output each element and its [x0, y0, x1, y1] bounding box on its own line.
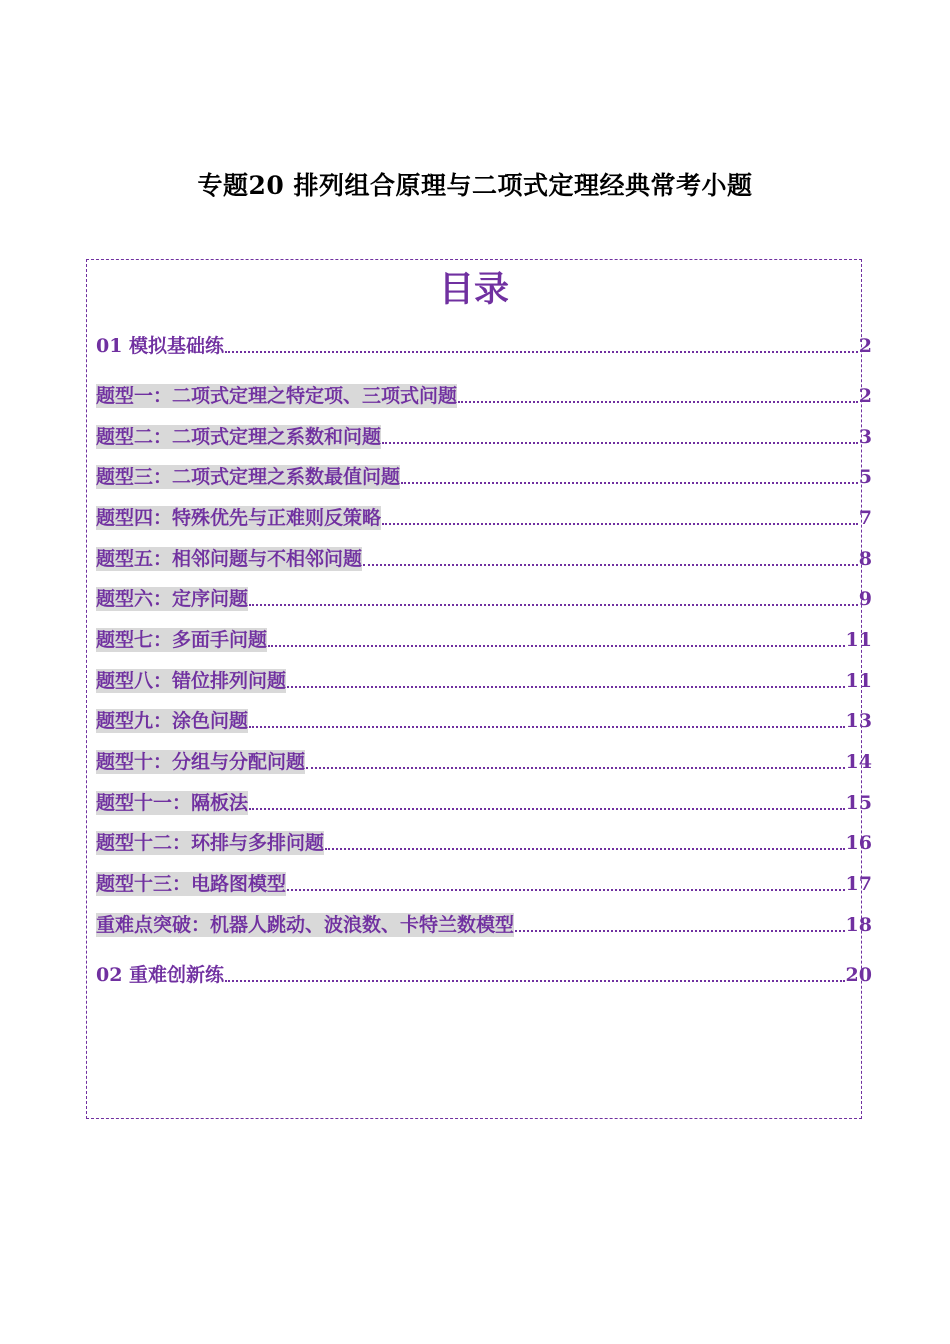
toc-leader-dots — [382, 523, 858, 525]
toc-entry[interactable] — [96, 332, 872, 358]
toc-entry-page: 2 — [858, 385, 872, 407]
toc-entry-page: 17 — [845, 873, 872, 895]
toc-entry[interactable] — [96, 748, 872, 774]
toc-entry-label: 题型三：二项式定理之系数最值问题 — [96, 466, 401, 488]
toc-entry[interactable] — [96, 585, 872, 611]
toc-leader-dots — [325, 848, 845, 850]
toc-entry[interactable] — [96, 545, 872, 571]
toc-entry-label: 题型二：二项式定理之系数和问题 — [96, 426, 382, 448]
toc-entry-label: 题型四：特殊优先与正难则反策略 — [96, 507, 382, 529]
toc-entry-label: 题型七：多面手问题 — [96, 629, 268, 651]
toc-entry[interactable] — [96, 789, 872, 815]
toc-entry-page: 13 — [845, 710, 872, 732]
toc-leader-dots — [306, 767, 845, 769]
toc-entry-page: 11 — [845, 629, 872, 651]
toc-entry-label: 02 重难创新练 — [96, 964, 225, 986]
toc-entry-page: 11 — [845, 670, 872, 692]
toc-entry[interactable] — [96, 463, 872, 489]
toc-leader-dots — [382, 442, 858, 444]
toc-leader-dots — [458, 401, 858, 403]
toc-entry-label: 01 模拟基础练 — [96, 335, 225, 357]
toc-entry-label: 题型八：错位排列问题 — [96, 670, 287, 692]
toc-leader-dots — [249, 604, 858, 606]
toc-entry-page: 8 — [858, 548, 872, 570]
toc-leader-dots — [268, 645, 845, 647]
toc-entry[interactable] — [96, 870, 872, 896]
toc-entry[interactable] — [96, 667, 872, 693]
toc-entry-label: 题型十一：隔板法 — [96, 792, 249, 814]
toc-entry-page: 20 — [845, 964, 872, 986]
toc-entry-page: 2 — [858, 335, 872, 357]
toc-entry[interactable] — [96, 961, 872, 987]
toc-leader-dots — [363, 564, 858, 566]
toc-leader-dots — [249, 808, 845, 810]
document-title: 专题20 排列组合原理与二项式定理经典常考小题 — [197, 171, 753, 200]
toc-entry-label: 题型十：分组与分配问题 — [96, 751, 306, 773]
toc-leader-dots — [515, 930, 845, 932]
toc-entry[interactable] — [96, 504, 872, 530]
toc-entry-label: 题型一：二项式定理之特定项、三项式问题 — [96, 385, 458, 407]
toc-entry-label: 重难点突破：机器人跳动、波浪数、卡特兰数模型 — [96, 914, 515, 936]
toc-entry-page: 7 — [858, 507, 872, 529]
toc-entry-label: 题型五：相邻问题与不相邻问题 — [96, 548, 363, 570]
toc-leader-dots — [225, 351, 858, 353]
toc-entry-label: 题型十二：环排与多排问题 — [96, 832, 325, 854]
toc-leader-dots — [287, 686, 845, 688]
toc-entry-label: 题型十三：电路图模型 — [96, 873, 287, 895]
toc-entry-label: 题型九：涂色问题 — [96, 710, 249, 732]
toc-entry[interactable] — [96, 707, 872, 733]
toc-entry-page: 9 — [858, 588, 872, 610]
toc-entry[interactable] — [96, 423, 872, 449]
toc-entry[interactable] — [96, 829, 872, 855]
toc-entry-label: 题型六：定序问题 — [96, 588, 249, 610]
toc-entry-page: 18 — [845, 914, 872, 936]
toc-leader-dots — [287, 889, 845, 891]
toc-entry-page: 15 — [845, 792, 872, 814]
toc-entry[interactable] — [96, 382, 872, 408]
toc-heading: 目录 — [438, 270, 509, 310]
toc-entry-page: 5 — [858, 466, 872, 488]
toc-entry[interactable] — [96, 626, 872, 652]
toc-entry[interactable] — [96, 911, 872, 937]
toc-entry-page: 3 — [858, 426, 872, 448]
toc-entry-page: 14 — [845, 751, 872, 773]
toc-leader-dots — [225, 980, 844, 982]
toc-entry-page: 16 — [845, 832, 872, 854]
toc-leader-dots — [249, 726, 845, 728]
toc-leader-dots — [401, 482, 858, 484]
